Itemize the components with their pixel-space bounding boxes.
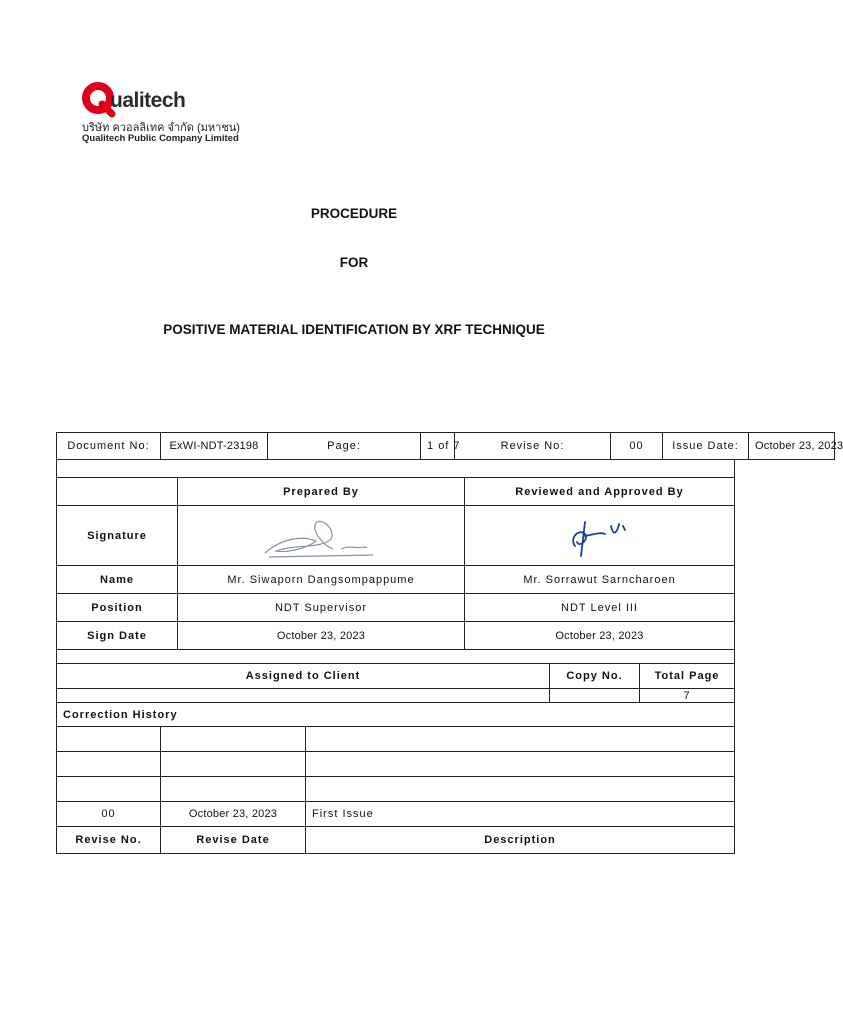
revise-value: 00 bbox=[611, 433, 663, 460]
correction-history-title: Correction History bbox=[57, 703, 735, 727]
page-value: 1 of 7 bbox=[421, 433, 455, 460]
history-header-row bbox=[57, 827, 735, 854]
reviewer-position: NDT Level III bbox=[465, 594, 735, 622]
assigned-to-client-header: Assigned to Client bbox=[57, 664, 550, 689]
total-page-header: Total Page bbox=[640, 664, 735, 689]
prepared-by-header: Prepared By bbox=[178, 478, 465, 506]
history-row bbox=[57, 752, 735, 777]
reviewer-signature bbox=[465, 506, 735, 566]
history-revise-no: 00 bbox=[57, 802, 161, 827]
revise-date-header: Revise Date bbox=[161, 827, 306, 854]
total-page-value: 7 bbox=[640, 689, 735, 703]
history-row bbox=[57, 727, 735, 752]
company-logo bbox=[80, 78, 250, 148]
description-header: Description bbox=[306, 827, 735, 854]
reviewed-by-header: Reviewed and Approved By bbox=[465, 478, 735, 506]
doc-title-line-3: POSITIVE MATERIAL IDENTIFICATION BY XRF TECHNIQUE bbox=[163, 322, 545, 337]
page-label: Page: bbox=[268, 433, 421, 460]
signature-label: Signature bbox=[57, 506, 178, 566]
position-row bbox=[57, 594, 735, 622]
reviewer-name: Mr. Sorrawut Sarncharoen bbox=[465, 566, 735, 594]
client-header-row bbox=[57, 664, 735, 689]
preparer-position: NDT Supervisor bbox=[178, 594, 465, 622]
sign-date-label: Sign Date bbox=[57, 622, 178, 650]
name-label: Name bbox=[57, 566, 178, 594]
empty-cell bbox=[57, 478, 178, 506]
reviewer-signature-image bbox=[565, 512, 635, 560]
correction-history-table bbox=[56, 702, 735, 854]
spacer-row bbox=[57, 460, 735, 478]
history-description: First Issue bbox=[306, 802, 735, 827]
preparer-name: Mr. Siwaporn Dangsompappume bbox=[178, 566, 465, 594]
position-label: Position bbox=[57, 594, 178, 622]
revise-label: Revise No: bbox=[455, 433, 611, 460]
preparer-signature bbox=[178, 506, 465, 566]
company-thai-name: บริษัท ควอลลิเทค จำกัด (มหาชน) bbox=[82, 122, 240, 134]
client-value-row bbox=[57, 689, 735, 703]
signature-row bbox=[57, 506, 735, 566]
history-revise-date: October 23, 2023 bbox=[161, 802, 306, 827]
logo-wordmark: ualitech bbox=[110, 89, 186, 112]
doc-title-line-2: FOR bbox=[339, 255, 369, 270]
client-table bbox=[56, 663, 735, 703]
sign-date-row bbox=[57, 622, 735, 650]
doc-no-label: Document No: bbox=[57, 433, 161, 460]
preparer-signature-image bbox=[261, 509, 381, 563]
issue-date-value: October 23, 2023 bbox=[749, 433, 835, 460]
preparer-sign-date: October 23, 2023 bbox=[178, 622, 465, 650]
header-row bbox=[57, 433, 835, 460]
history-row bbox=[57, 802, 735, 827]
spacer-row bbox=[57, 650, 735, 664]
reviewer-sign-date: October 23, 2023 bbox=[465, 622, 735, 650]
history-row bbox=[57, 777, 735, 802]
copy-no-header: Copy No. bbox=[550, 664, 640, 689]
approval-table bbox=[56, 459, 735, 664]
approval-header-row bbox=[57, 478, 735, 506]
issue-date-label: Issue Date: bbox=[663, 433, 749, 460]
company-english-name: Qualitech Public Company Limited bbox=[82, 133, 239, 144]
name-row bbox=[57, 566, 735, 594]
revise-no-header: Revise No. bbox=[57, 827, 161, 854]
assigned-to-client-value bbox=[57, 689, 550, 703]
doc-title-line-1: PROCEDURE bbox=[310, 206, 398, 221]
copy-no-value bbox=[550, 689, 640, 703]
doc-no-value: ExWI-NDT-23198 bbox=[161, 433, 268, 460]
document-control-table bbox=[56, 432, 843, 460]
